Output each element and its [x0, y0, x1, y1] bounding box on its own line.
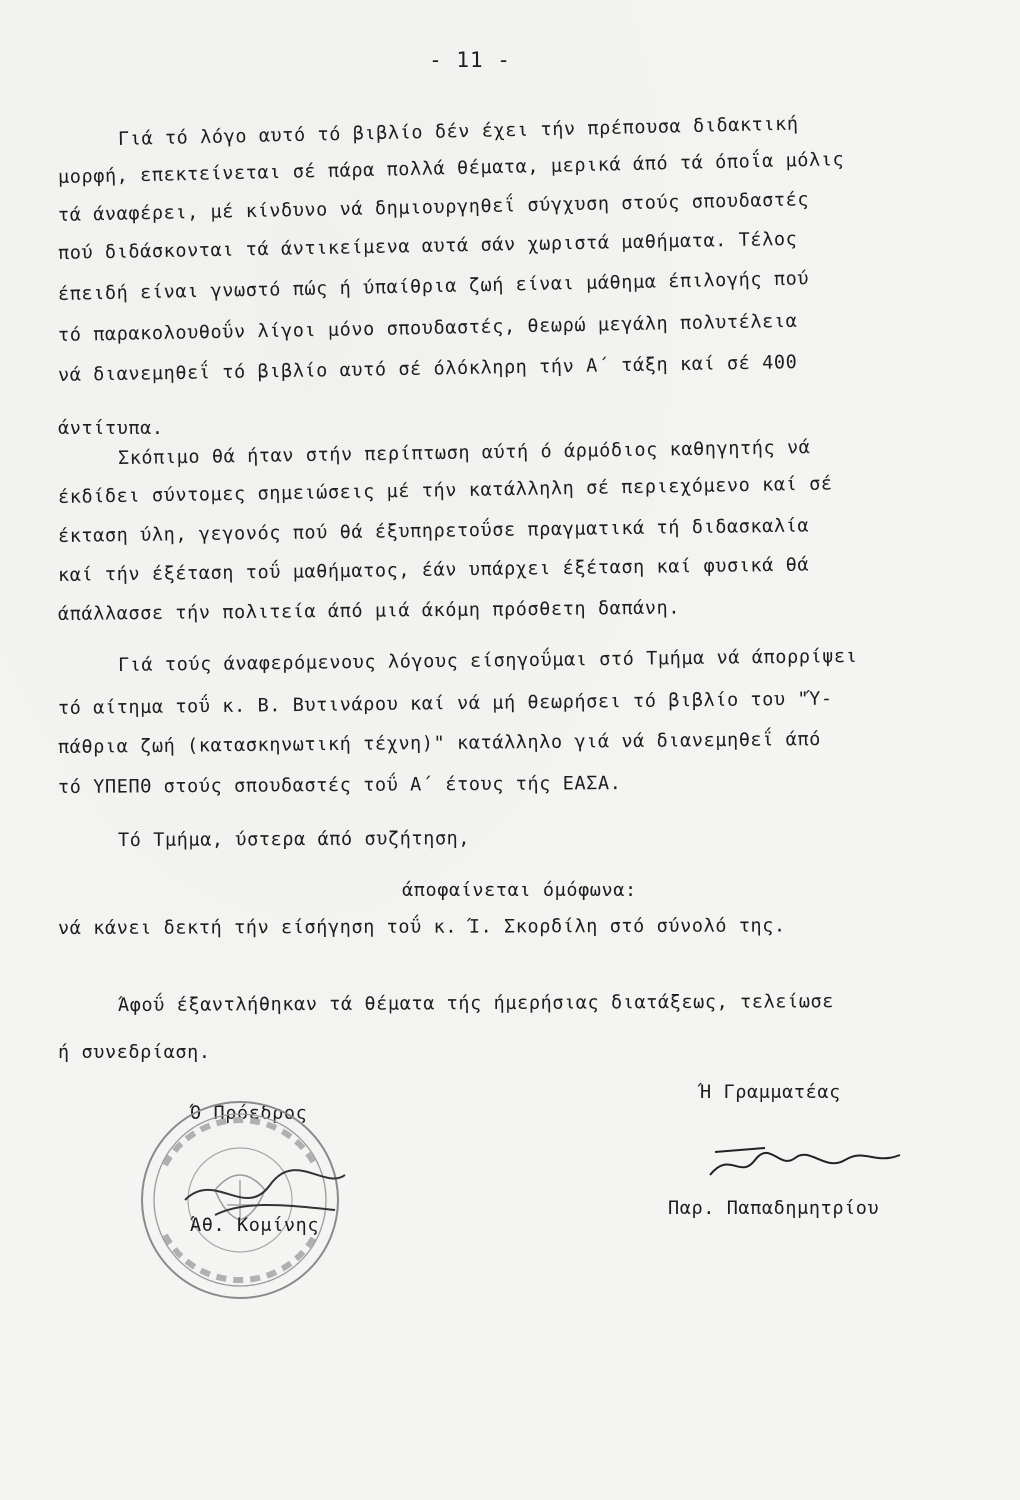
paragraph-line: Άφοΰ έξαντλήθηκαν τά θέματα τής ήμερήσιας διατάξεως, τελείωσε [117, 991, 835, 1016]
paragraph-line: Τό Τμήμα, ύστερα άπό συζήτηση, [117, 828, 471, 851]
paragraph-line: μορφή, επεκτείνεται σέ πάρα πολλά θέματα, μερικά άπό τά όποΐα μόλις [57, 149, 845, 188]
president-title: Ό Πρόεδρος [190, 1103, 308, 1124]
paragraph-line: άπάλλασσε τήν πολιτεία άπό μιά άκόμη πρόσθετη δαπάνη. [57, 597, 681, 625]
paragraph-line: τό ΥΠΕΠΘ στούς σπουδαστές τοΰ Α΄ έτους τής ΕΑΣΑ. [57, 773, 622, 798]
secretary-signature-icon [705, 1140, 905, 1190]
paragraph-line: άντίτυπα. [58, 418, 164, 439]
paragraph-line: πού διδάσκονται τά άντικείμενα αυτά σάν χωριστά μαθήματα. Τέλος [57, 228, 798, 264]
paragraph-line: έκδίδει σύντομες σημειώσεις μέ τήν κατάλληλη σέ περιεχόμενο καί σέ [57, 473, 833, 508]
paragraph-line: τά άναφέρει, μέ κίνδυνο νά δημιουργηθεΐ σύγχυση στούς σπουδαστές [57, 189, 810, 226]
paragraph-line: έκταση ύλη, γεγονός πού θά έξυπηρετοΰσε πραγματικά τή διδασκαλία [57, 515, 810, 547]
paragraph-line: άποφαίνεται όμόφωνα: [402, 880, 637, 901]
paragraph-line: τό αίτημα τοΰ κ. Β. Βυτινάρου καί νά μή θεωρήσει τό βιβλίο του "Ύ- [57, 688, 833, 719]
secretary-title: Ή Γραμματέας [700, 1082, 841, 1103]
paragraph-line: ή συνεδρίαση. [58, 1042, 211, 1063]
paragraph-line: νά διανεμηθεΐ τό βιβλίο αυτό σέ όλόκληρη τήν Α΄ τάξη καί σέ 400 [57, 352, 798, 386]
page-number: - 11 - [429, 48, 511, 72]
paragraph-line: Σκόπιμο θά ήταν στήν περίπτωση αύτή ό άρμόδιος καθηγητής νά [117, 437, 811, 469]
paragraph-line: τό παρακολουθοΰν λίγοι μόνο σπουδαστές, θεωρώ μεγάλη πολυτέλεια [57, 310, 798, 346]
paragraph-line: πάθρια ζωή (κατασκηνωτική τέχνη)" κατάλληλο γιά νά διανεμηθεΐ άπό [57, 729, 822, 758]
secretary-name: Παρ. Παπαδημητρίου [668, 1198, 880, 1219]
president-name: Άθ. Κομίνης [190, 1215, 320, 1236]
paragraph-line: Γιά τούς άναφερόμενους λόγους είσηγοΰμαι στό Τμήμα νά άπορρίψει [117, 645, 858, 676]
paragraph-line: καί τήν έξέταση τοΰ μαθήματος, έάν υπάρχει έξέταση καί φυσικά θά [57, 554, 810, 586]
paragraph-line: νά κάνει δεκτή τήν είσήγηση τοΰ κ. Ί. Σκορδίλη στό σύνολό της. [57, 915, 786, 939]
paragraph-line: Γιά τό λόγο αυτό τό βιβλίο δέν έχει τήν πρέπουσα διδακτική [117, 113, 799, 150]
paragraph-line: έπειδή είναι γνωστό πώς ή ύπαίθρια ζωή είναι μάθημα έπιλογής πού [57, 268, 810, 305]
